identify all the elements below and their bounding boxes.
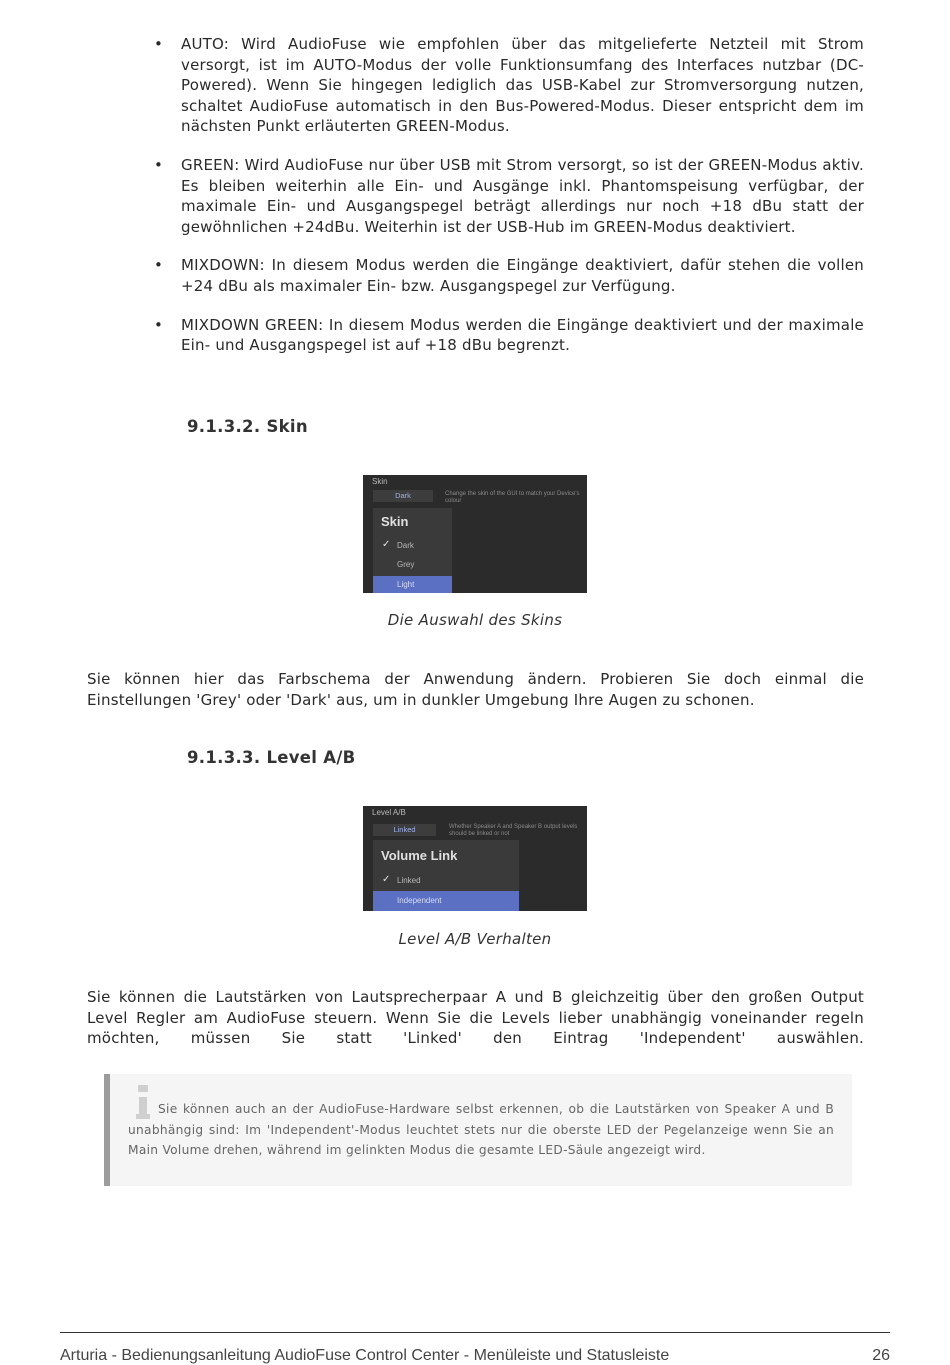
level-screenshot [363,806,587,911]
info-note-text: Sie können auch an der AudioFuse-Hardware selbst erkennen, ob die Lautstärken von Speaker A und B unabhängig sind: Im 'Independent'-Modus leuchtet stets nur die oberste LED der Pegelanzeige wenn Sie an Main Volume drehen, während im gelinkten Modus die gesamte LED-Säule angezeigt wird. [128,1102,834,1157]
level-heading: 9.1.3.3. Level A/B [187,748,356,767]
list-item [152,255,864,296]
skin-heading: 9.1.3.2. Skin [187,417,308,436]
skin-paragraph: Sie können hier das Farbschema der Anwendung ändern. Probieren Sie doch einmal die Einstellungen 'Grey' oder 'Dark' aus, um in dunkler Umgebung Ihre Augen zu schonen. [87,670,864,709]
list-item [152,155,864,237]
skin-description: Change the skin of the GUI to match your Device's colour [445,491,580,504]
skin-option-grey[interactable]: Grey [397,560,415,569]
level-current-value[interactable]: Linked [373,824,436,836]
skin-setting-label: Skin [372,477,388,486]
bullet-marker: • [154,256,164,275]
level-option-independent[interactable]: Independent [373,891,519,911]
level-setting-label: Level A/B [372,808,406,817]
list-item-text: GREEN: Wird AudioFuse nur über USB mit Strom versorgt, so ist der GREEN-Modus aktiv. Es bleiben weiterhin alle Ein- und Ausgänge inkl. Phantomspeisung verfügbar, der maximale Ein- und Ausgangspegel beträgt allerdings nur noch +18 dBu statt der gewöhnlichen +24dBu. Weiterhin ist der USB-Hub im GREEN-Modus deaktiviert. [181,155,864,236]
level-paragraph: Sie können die Lautstärken von Lautsprecherpaar A und B gleichzeitig über den großen Output Level Regler am AudioFuse steuern. Wenn Sie die Levels lieber unabhängig voneinander regeln möchten, müssen Sie statt 'Linked' den Eintrag 'Independent' auswählen. [87,988,864,1048]
footer-title: Arturia - Bedienungsanleitung AudioFuse Control Center - Menüleiste und Statusleiste [60,1347,670,1364]
check-icon: ✓ [382,539,391,550]
skin-caption: Die Auswahl des Skins [387,611,563,629]
level-dropdown-menu [373,840,519,911]
power-mode-list [152,34,864,374]
skin-option-dark[interactable]: Dark [397,541,414,550]
skin-menu-title: Skin [381,514,409,529]
level-menu-title: Volume Link [381,848,458,863]
bullet-marker: • [154,315,164,334]
level-option-linked[interactable]: Linked [397,876,421,885]
list-item [152,34,864,137]
info-note [104,1074,852,1186]
skin-current-value[interactable]: Dark [373,490,433,502]
check-icon: ✓ [382,874,391,885]
skin-option-light[interactable]: Light [373,576,452,593]
footer-divider [60,1332,890,1333]
skin-dropdown-menu [373,508,452,593]
list-item-text: MIXDOWN: In diesem Modus werden die Eingänge deaktiviert, dafür stehen die vollen +24 dBu als maximaler Ein- bzw. Ausgangspegel zur Verfügung. [181,256,864,295]
bullet-marker: • [154,155,164,174]
bullet-marker: • [154,35,164,53]
level-caption: Level A/B Verhalten [398,930,552,948]
list-item [152,315,864,356]
list-item-text: AUTO: Wird AudioFuse wie empfohlen über das mitgelieferte Netzteil mit Strom versorgt, ist im AUTO-Modus der volle Funktionsumfang des Interfaces nutzbar (DC-Powered). Wenn Sie hingegen lediglich das USB-Kabel zur Stromversorgung nutzen, schaltet AudioFuse automatisch in den Bus-Powered-Modus. Dieser entspricht dem im nächsten Punkt erläuterten GREEN-Modus. [181,35,864,136]
list-item-text: MIXDOWN GREEN: In diesem Modus werden die Eingänge deaktiviert und der maximale Ein- und Ausgangspegel ist auf +18 dBu begrenzt. [181,315,864,355]
page-number: 26 [872,1347,890,1364]
skin-screenshot [363,475,587,593]
level-description: Whether Speaker A and Speaker B output levels should be linked or not [449,824,578,837]
